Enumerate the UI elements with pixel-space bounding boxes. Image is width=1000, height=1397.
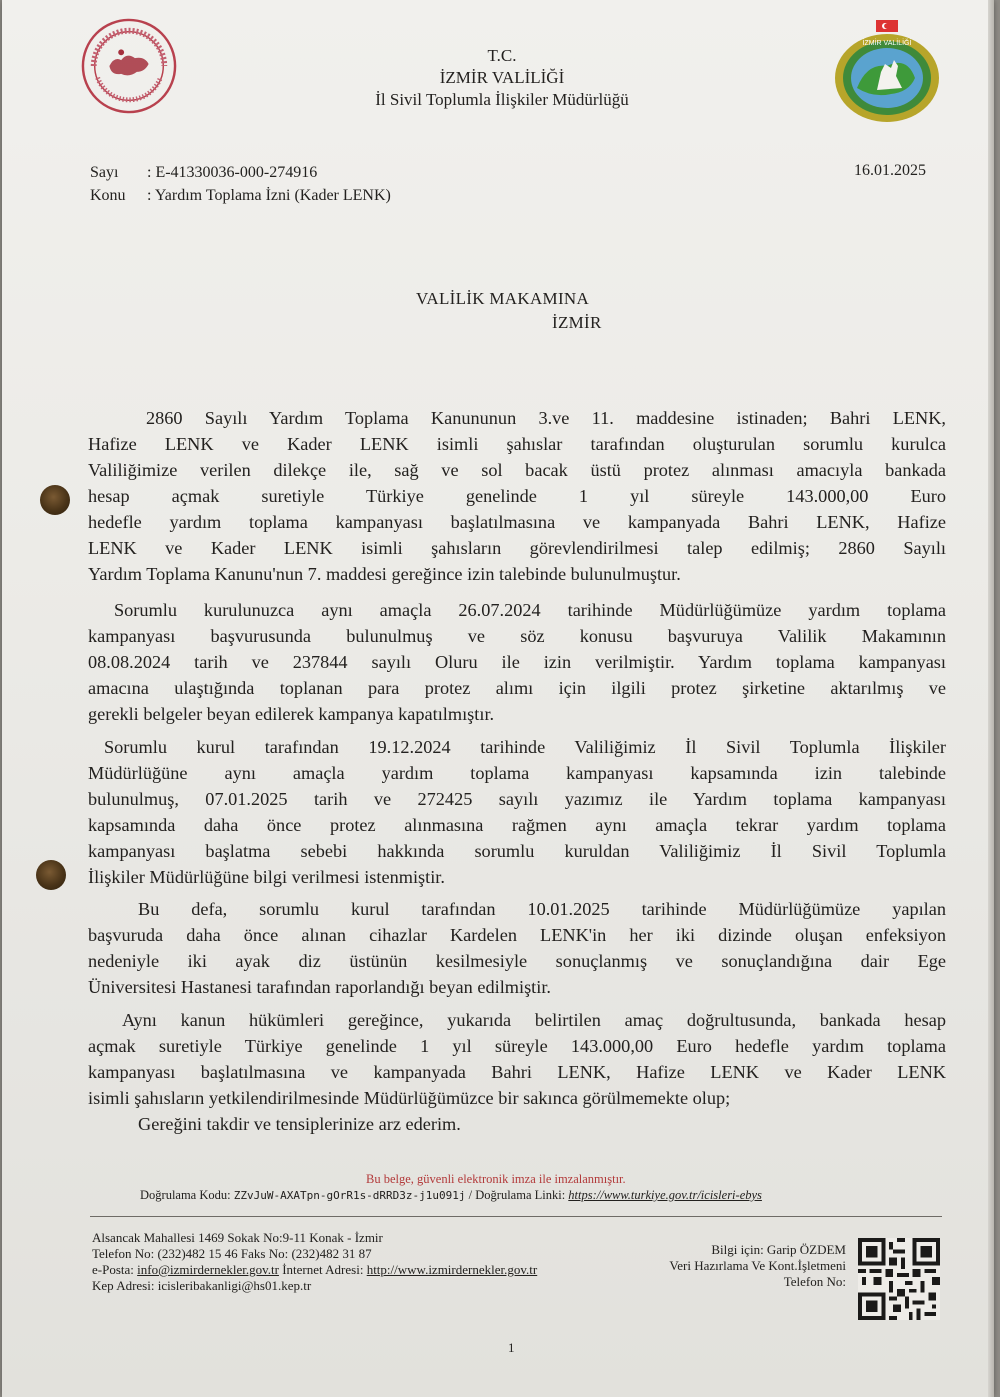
text-line: hedefle yardım toplama kampanyası başlatılmasına ve kampanyada Bahri LENK, Hafize <box>88 512 946 532</box>
paragraph-3 <box>88 734 946 890</box>
logo-text: İZMİR VALİLİĞİ <box>862 40 912 47</box>
verification-link[interactable]: https://www.turkiye.gov.tr/icisleri-ebys <box>568 1188 762 1202</box>
header-tc: T.C. <box>487 46 517 65</box>
text-line: Müdürlüğüne aynı amaçla yardım toplama kampanyası kapsamında izin talebinde <box>88 763 946 783</box>
horseman-globe-icon <box>832 18 942 124</box>
footer-divider <box>90 1216 942 1217</box>
addressee-line2: İZMİR <box>552 313 602 332</box>
footer-email-link[interactable]: info@izmirdernekler.gov.tr <box>137 1262 279 1277</box>
footer-info-contact: Bilgi için: Garip ÖZDEM <box>711 1242 846 1257</box>
text-line: İlişkiler Müdürlüğüne bilgi verilmesi istenmiştir. <box>88 867 445 887</box>
text-line: açmak suretiyle Türkiye genelinde 1 yıl süreyle 143.000,00 Euro hedefle yardım toplama <box>88 1036 946 1056</box>
text-line: Üniversitesi Hastanesi tarafından raporlandığı beyan edilmiştir. <box>88 977 551 997</box>
footer-contact <box>92 1230 537 1294</box>
footer-info-title: Veri Hazırlama Ve Kont.İşletmeni <box>669 1258 846 1273</box>
text-line: kapsamında daha önce protez alınmasına rağmen aynı amaçla tekrar yardım toplama <box>88 815 946 835</box>
konu-label: Konu <box>90 187 126 204</box>
text-line: kampanyası başvurusunda bulunulmuş ve söz konusu başvuruya Valilik Makamının <box>88 626 946 646</box>
text-line: Bu defa, sorumlu kurul tarafından 10.01.2025 tarihinde Müdürlüğümüze yapılan <box>138 899 946 919</box>
punch-hole <box>40 485 70 515</box>
footer-phone: Telefon No: (232)482 15 46 Faks No: (232)482 31 87 <box>92 1246 372 1261</box>
footer-info-phone: Telefon No: <box>783 1274 846 1289</box>
text-line: Sorumlu kurulunuzca aynı amaçla 26.07.2024 tarihinde Müdürlüğümüze yardım toplama <box>114 600 946 620</box>
addressee-line1: VALİLİK MAKAMINA <box>416 289 590 308</box>
document-date: 16.01.2025 <box>854 162 926 179</box>
footer-email-label: e-Posta: <box>92 1262 134 1277</box>
verification-link-label: / Doğrulama Linki: <box>468 1188 566 1202</box>
text-line: Hafize LENK ve Kader LENK isimli şahıslar tarafından oluşturulan sorumlu kurulca <box>88 434 946 454</box>
text-line: kampanyası başlatma sebebi hakkında sorumlu kuruldan Valiliğimiz İl Sivil Toplumla <box>88 841 946 861</box>
text-line: Aynı kanun hükümleri gereğince, yukarıda belirtilen amaç doğrultusunda, bankada hesap <box>122 1010 946 1030</box>
footer-kep: Kep Adresi: icisleribakanligi@hs01.kep.tr <box>92 1278 312 1293</box>
text-line: amacına ulaştığında toplanan para protez alımı için ilgili protez şirketine aktarılmış ve <box>88 678 946 698</box>
text-line: Sorumlu kurul tarafından 19.12.2024 tarihinde Valiliğimiz İl Sivil Toplumla İlişkiler <box>104 737 946 757</box>
text-line: başvuruda daha önce alınan cihazlar Kardelen LENK'in her iki dizinde oluşan enfeksiyon <box>88 925 946 945</box>
footer-info <box>602 1242 846 1290</box>
text-line: Yardım Toplama Kanunu'nun 7. maddesi gereğince izin talebinde bulunulmuştur. <box>88 564 681 584</box>
closing-line: Gereğini takdir ve tensiplerinize arz ederim. <box>138 1114 461 1134</box>
text-line: LENK ve Kader LENK isimli şahısların görevlendirilmesi talep edilmiş; 2860 Sayılı <box>88 538 946 558</box>
paragraph-2 <box>88 597 946 727</box>
text-line: bulunulmuş, 07.01.2025 tarih ve 272425 sayılı yazımız ile Yardım toplama kampanyası <box>88 789 946 809</box>
text-line: 08.08.2024 tarih ve 237844 sayılı Oluru ile izin verilmiştir. Yardım toplama kampanyası <box>88 652 946 672</box>
text-line: gerekli belgeler beyan edilerek kampanya kapatılmıştır. <box>88 704 495 724</box>
text-line: kampanyası başlatılmasına ve kampanyada Bahri LENK, Hafize LENK ve Kader LENK <box>88 1062 946 1082</box>
header-institution: İZMİR VALİLİĞİ <box>439 68 565 87</box>
text-line: 2860 Sayılı Yardım Toplama Kanununun 3.ve 11. maddesine istinaden; Bahri LENK, <box>146 408 946 428</box>
paper-edge <box>988 0 994 1397</box>
page-number: 1 <box>508 1340 515 1355</box>
verification-code: ZZvJuW-AXATpn-gOrR1s-dRRD3z-j1u091j <box>233 1189 466 1202</box>
text-line: nedeniyle iki ayak diz üstünün kesilmesiyle sonuçlanmış ve sonuçlandığına dair Ege <box>88 951 946 971</box>
text-line: hesap açmak suretiyle Türkiye genelinde 1 yıl süreyle 143.000,00 Euro <box>88 486 946 506</box>
sayi-value: : E-41330036-000-274916 <box>147 164 318 181</box>
paragraph-4 <box>88 896 946 1000</box>
footer-web-link[interactable]: http://www.izmirdernekler.gov.tr <box>366 1262 538 1277</box>
esign-notice: Bu belge, güvenli elektronik imza ile imzalanmıştır. <box>366 1172 626 1186</box>
punch-hole <box>36 860 66 890</box>
header-department: İl Sivil Toplumla İlişkiler Müdürlüğü <box>375 90 629 109</box>
text-line: isimli şahısların yetkilendirilmesinde Müdürlüğümüzce bir sakınca görülmemekte olup; <box>88 1088 731 1108</box>
footer-address: Alsancak Mahallesi 1469 Sokak No:9-11 Konak - İzmir <box>92 1230 383 1245</box>
paragraph-5 <box>88 1007 946 1137</box>
konu-value: : Yardım Toplama İzni (Kader LENK) <box>147 187 391 204</box>
text-line: Valiliğimize verilen dilekçe ile, sağ ve sol bacak üstü protez alınması amacıyla bankada <box>88 460 946 480</box>
qr-code-icon <box>858 1238 940 1320</box>
footer-web-label: İnternet Adresi: <box>282 1262 364 1277</box>
verification-row <box>140 1188 762 1203</box>
sayi-label: Sayı <box>90 164 119 181</box>
verification-code-label: Doğrulama Kodu: <box>140 1188 231 1202</box>
footer-email-row <box>92 1262 537 1278</box>
ministry-seal-icon <box>80 17 178 115</box>
paragraph-1 <box>88 405 946 587</box>
document-page <box>2 0 994 1397</box>
